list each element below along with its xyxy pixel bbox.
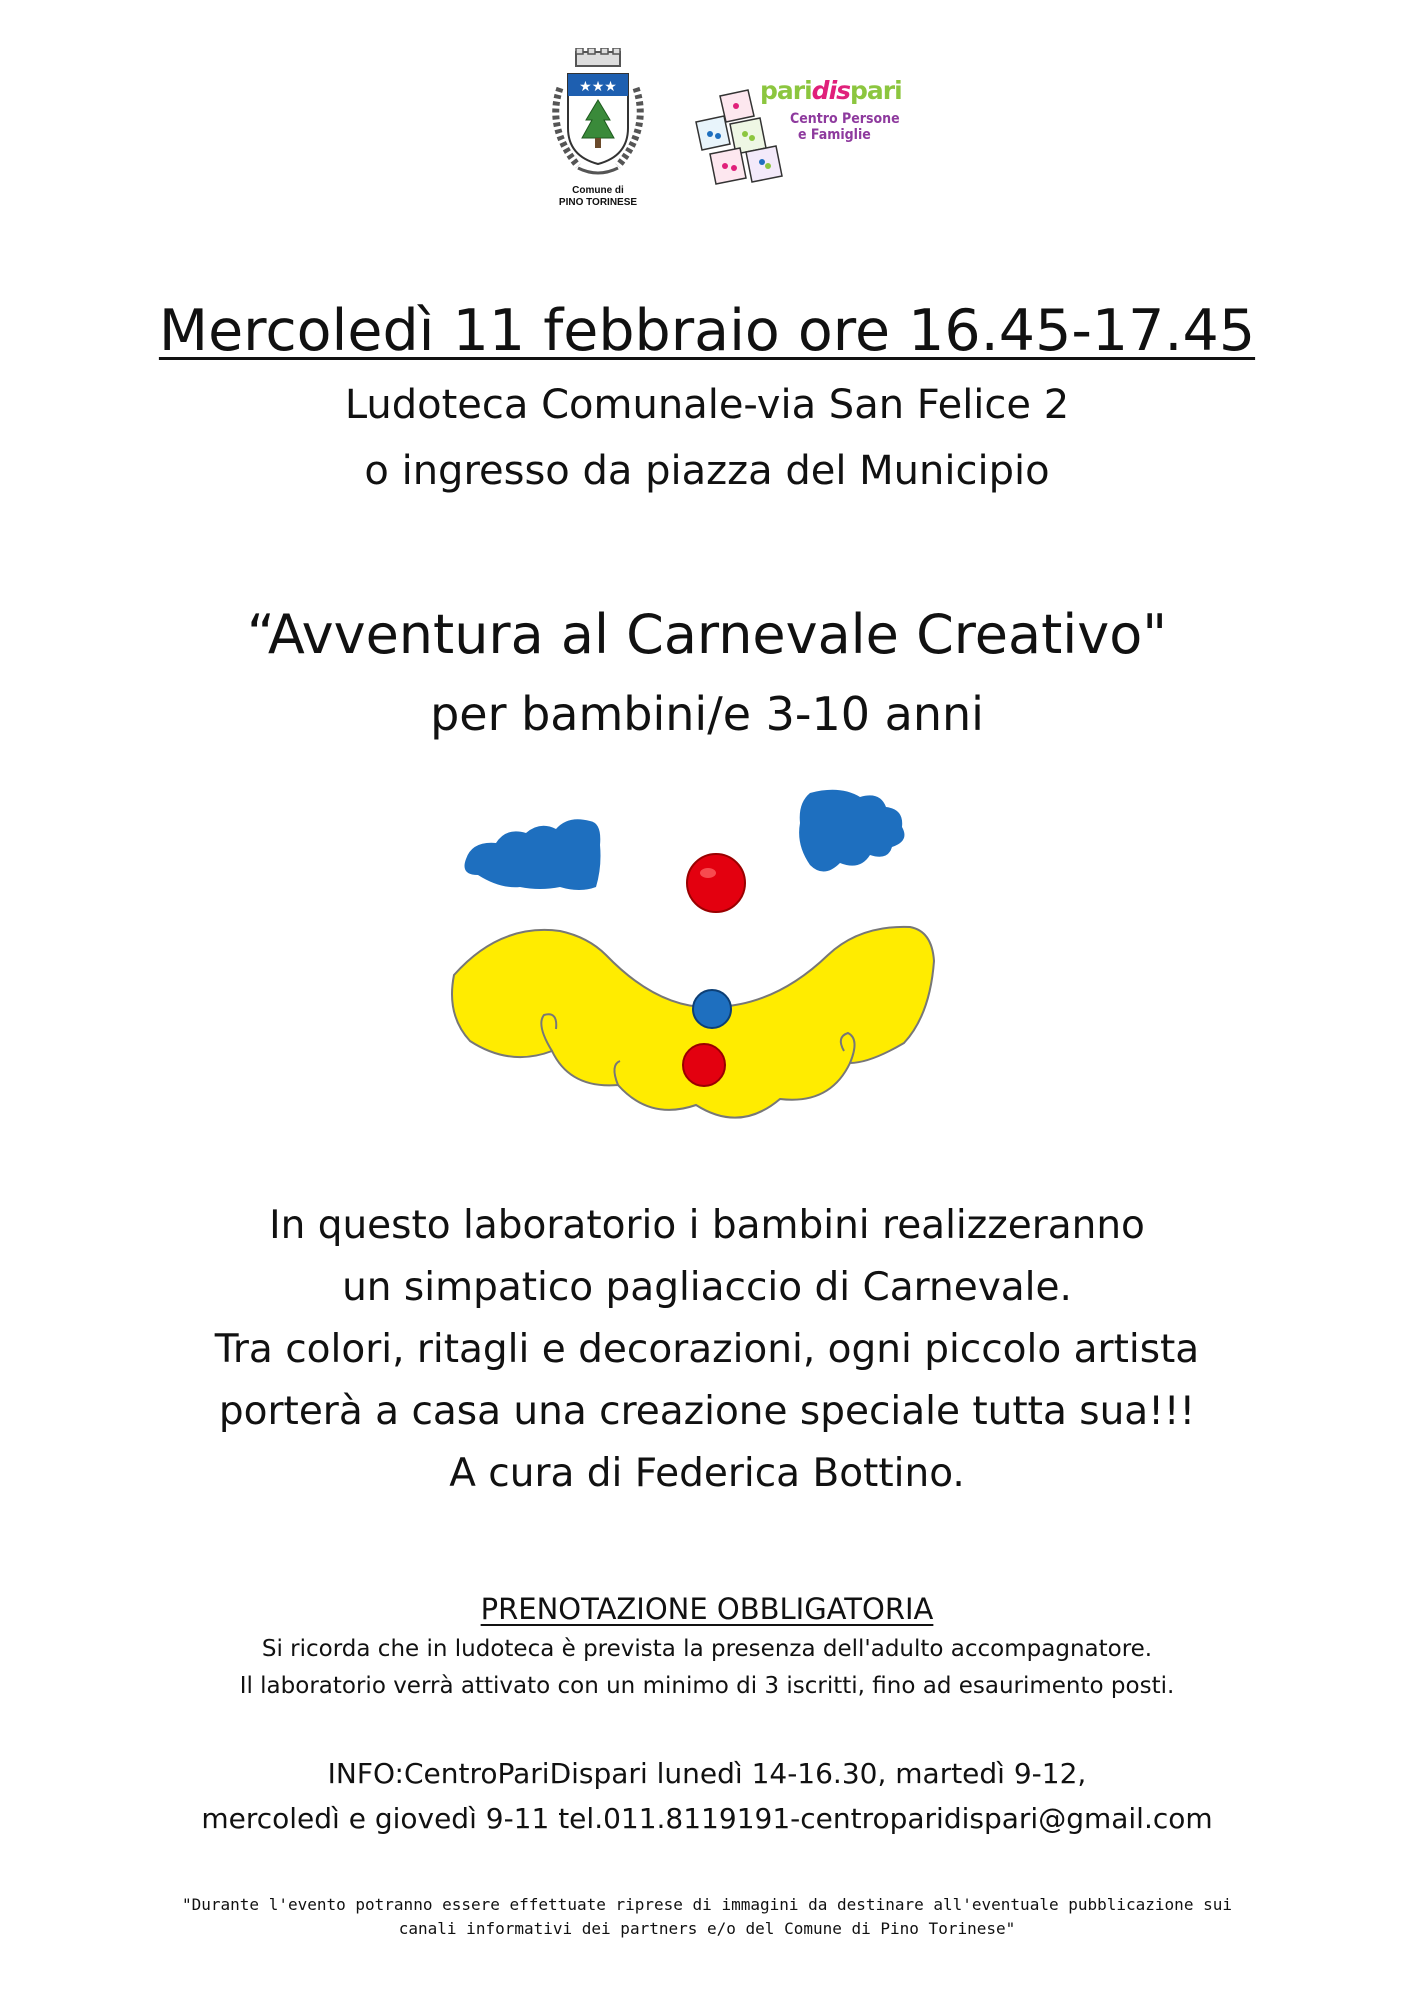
paridispari-wordmark: paridispari <box>760 76 902 105</box>
info-line-1: INFO:CentroPariDispari lunedì 14-16.30, martedì 9-12, <box>327 1757 1087 1790</box>
clown-left-eyebrow <box>465 819 601 890</box>
coat-of-arms-icon <box>538 48 658 183</box>
description-line-4: porterà a casa una creazione speciale tutta sua!!! <box>218 1389 1196 1434</box>
description-line-2: un simpatico pagliaccio di Carnevale. <box>342 1265 1072 1310</box>
event-title: “Avventura al Carnevale Creativo" <box>246 603 1168 666</box>
info-line-2: mercoledì e giovedì 9-11 tel.011.8119191-centroparidispari@gmail.com <box>201 1802 1213 1835</box>
clown-nose <box>687 854 745 912</box>
clown-right-eyebrow <box>799 790 904 872</box>
svg-text:★★★: ★★★ <box>579 79 617 95</box>
booking-note-1: Si ricorda che in ludoteca è prevista la presenza dell'adulto accompagnatore. <box>261 1636 1153 1662</box>
location-line-1: Ludoteca Comunale-via San Felice 2 <box>344 382 1070 428</box>
disclaimer-line-1: "Durante l'evento potranno essere effettuate riprese di immagini da destinare all'eventuale pubblicazione sui <box>182 1895 1232 1914</box>
clown-collar <box>452 927 934 1118</box>
comune-logo-name: PINO TORINESE <box>558 197 638 208</box>
description-line-3: Tra colori, ritagli e decorazioni, ogni piccolo artista <box>214 1327 1200 1372</box>
disclaimer-line-2: canali informativi dei partners e/o del Comune di Pino Torinese" <box>398 1919 1016 1938</box>
paridispari-subtitle-2: e Famiglie <box>798 127 871 143</box>
description-credit: A cura di Federica Bottino. <box>449 1451 965 1496</box>
comune-logo-caption: Comune di <box>572 185 624 196</box>
description-line-1: In questo laboratorio i bambini realizzeranno <box>269 1203 1145 1248</box>
paridispari-subtitle-1: Centro Persone <box>790 111 900 127</box>
comune-logo <box>538 48 658 208</box>
event-date-time: Mercoledì 11 febbraio ore 16.45-17.45 <box>158 298 1256 364</box>
location-line-2: o ingresso da piazza del Municipio <box>364 448 1050 494</box>
booking-heading: PRENOTAZIONE OBBLIGATORIA <box>480 1592 934 1626</box>
event-audience: per bambini/e 3-10 anni <box>430 687 984 741</box>
clown-illustration <box>440 775 940 1155</box>
paridispari-logo <box>690 68 930 198</box>
booking-note-2: Il laboratorio verrà attivato con un minimo di 3 iscritti, fino ad esaurimento posti. <box>239 1673 1175 1699</box>
clown-button-blue <box>693 990 731 1028</box>
clown-button-red <box>683 1044 725 1086</box>
